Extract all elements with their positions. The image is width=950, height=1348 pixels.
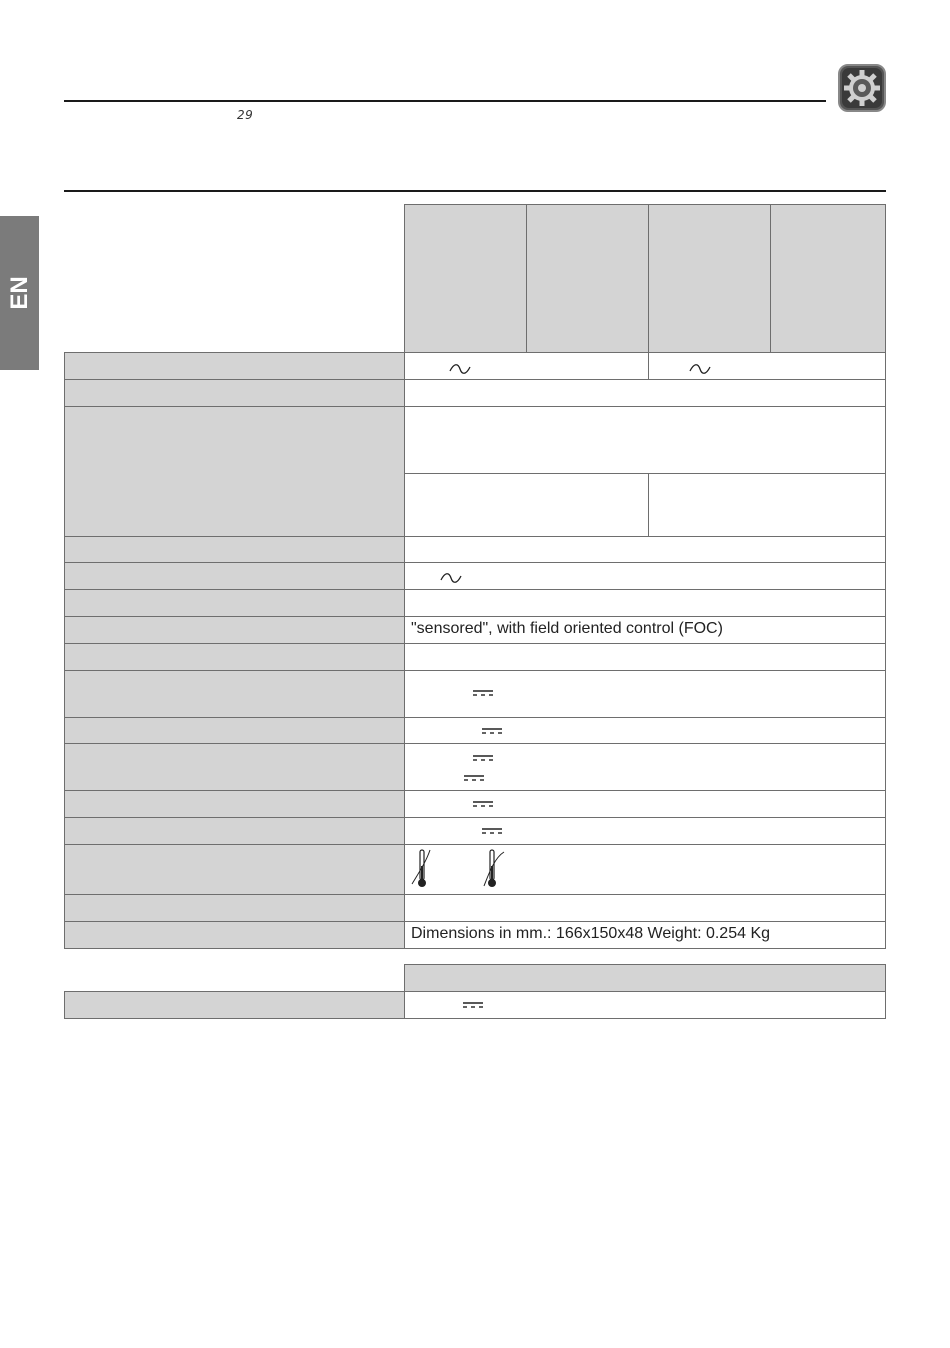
ac-symbol-icon [440, 571, 462, 585]
label-column [64, 991, 404, 1018]
table-border [885, 964, 886, 1019]
settings-gear-icon [838, 64, 886, 112]
row-line [64, 643, 886, 644]
dc-symbol-icon [472, 754, 494, 762]
column-separator [770, 204, 771, 352]
dimensions-value: Dimensions in mm.: 166x150x48 Weight: 0.254 Kg [411, 925, 771, 942]
language-label: EN [5, 276, 33, 310]
thermometer-max-icon [480, 848, 506, 890]
dc-symbol-icon [472, 800, 494, 808]
row-line [64, 790, 886, 791]
table-header-cell [404, 964, 886, 991]
control-type-value: "sensored", with field oriented control (FOC) [411, 620, 723, 637]
table-border [404, 204, 886, 205]
row-line [64, 352, 886, 353]
row-line [64, 562, 886, 563]
row-line [64, 991, 886, 992]
table-border [885, 204, 886, 948]
row-line [64, 921, 886, 922]
row-line [64, 589, 886, 590]
row-line [404, 473, 886, 474]
dc-symbol-icon [472, 689, 494, 697]
dc-symbol-icon [463, 774, 485, 782]
table-border [404, 204, 405, 948]
row-line [64, 844, 886, 845]
thermometer-min-icon [410, 848, 434, 890]
top-rule [64, 100, 826, 102]
dc-symbol-icon [481, 827, 503, 835]
table-border [64, 991, 65, 1019]
dc-symbol-icon [481, 727, 503, 735]
table-border [404, 964, 405, 1019]
ac-symbol-icon [449, 362, 471, 376]
row-line [64, 536, 886, 537]
column-separator [526, 204, 527, 352]
column-separator [648, 473, 649, 536]
row-line [64, 717, 886, 718]
table-border [64, 352, 65, 948]
row-line [404, 964, 886, 965]
label-column [64, 352, 404, 948]
page-number: 29 [237, 108, 254, 122]
language-tab [0, 216, 39, 370]
row-line [64, 406, 886, 407]
row-line [64, 894, 886, 895]
row-line [64, 670, 886, 671]
row-line [64, 379, 886, 380]
table-header-cell [404, 204, 886, 352]
row-line [64, 948, 886, 949]
row-line [64, 817, 886, 818]
row-line [64, 1018, 886, 1019]
row-line [64, 616, 886, 617]
row-line [64, 743, 886, 744]
dc-symbol-icon [462, 1001, 484, 1009]
ac-symbol-icon [689, 362, 711, 376]
section-rule [64, 190, 886, 192]
